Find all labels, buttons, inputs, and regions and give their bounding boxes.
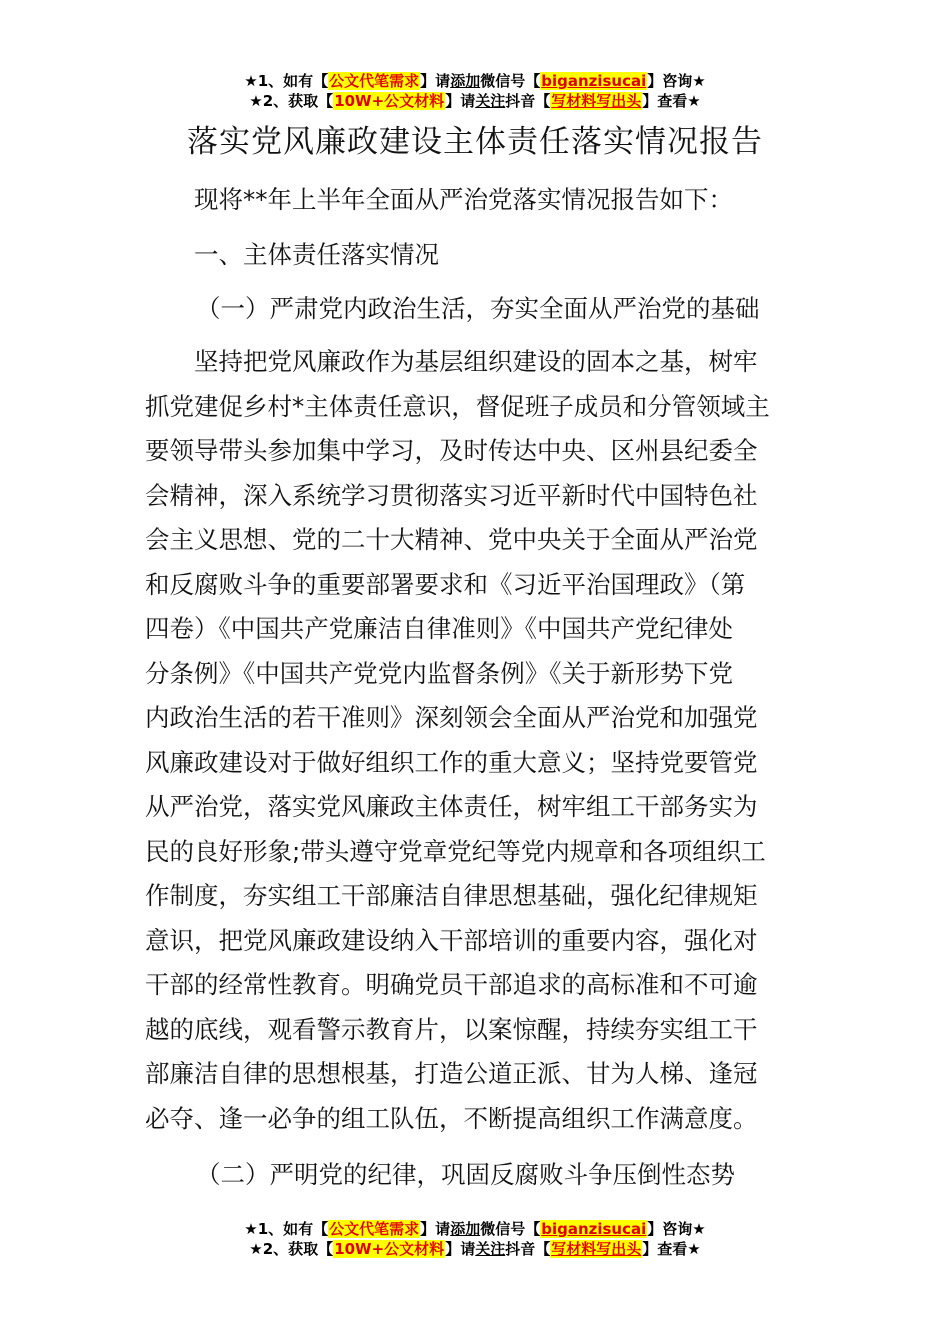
banner-text: 】查看★ (642, 1240, 701, 1258)
body-line: 会精神，深入系统学习贯彻落实习近平新时代中国特色社 (145, 480, 758, 510)
banner-text: 】请 (420, 1220, 451, 1238)
banner-underline: 添加 (450, 72, 481, 90)
banner-text: 】请 (420, 72, 451, 90)
subsection-heading-2: （二）严明党的纪律，巩固反腐败斗争压倒性态势 (196, 1160, 735, 1189)
banner-line-2 (0, 1239, 950, 1259)
body-line: 坚持把党风廉政作为基层组织建设的固本之基，树牢 (194, 347, 758, 376)
banner-line-2 (0, 91, 950, 111)
banner-text: ★1、如有【 (244, 1220, 329, 1238)
banner-text: 】咨询★ (647, 1220, 706, 1238)
banner-underline: 关注 (475, 92, 506, 110)
banner-text: 】请 (445, 1240, 476, 1258)
intro-paragraph: 现将**年上半年全面从严治党落实情况报告如下： (194, 185, 733, 214)
body-line: 四卷）《中国共产党廉洁自律准则》《中国共产党纪律处 (145, 614, 733, 643)
banner-highlight: 10W+公文材料 (334, 92, 445, 110)
body-line: 意识，把党风廉政建设纳入干部培训的重要内容，强化对 (145, 925, 758, 955)
banner-highlight: 10W+公文材料 (334, 1240, 445, 1258)
subsection-heading-1: （一）严肃党内政治生活，夯实全面从严治党的基础 (196, 294, 760, 323)
banner-line-1 (0, 71, 950, 91)
banner-wechat-id: biganzisucai (541, 72, 647, 90)
section-heading-1: 一、主体责任落实情况 (194, 240, 439, 269)
banner-text: ★2、获取【 (249, 92, 334, 110)
body-line: 要领导带头参加集中学习，及时传达中央、区州县纪委全 (145, 436, 758, 465)
banner-text: 微信号【 (480, 72, 541, 90)
banner-underline: 关注 (475, 1240, 506, 1258)
body-line: 部廉洁自律的思想根基，打造公道正派、甘为人梯、逢冠 (145, 1059, 758, 1088)
body-line: 会主义思想、党的二十大精神、党中央关于全面从严治党 (145, 525, 758, 554)
body-line: 抓党建促乡村*主体责任意识，督促班子成员和分管领域主 (145, 391, 770, 421)
banner-wechat-id: biganzisucai (541, 1220, 647, 1238)
body-line: 内政治生活的若干准则》深刻领会全面从严治党和加强党 (145, 703, 758, 732)
banner-text: 微信号【 (480, 1220, 541, 1238)
body-line: 风廉政建设对于做好组织工作的重大意义；坚持党要管党 (145, 747, 758, 777)
banner-text: ★1、如有【 (244, 72, 329, 90)
banner-highlight: 公文代笔需求 (329, 1220, 420, 1238)
body-line: 从严治党，落实党风廉政主体责任，树牢组工干部务实为 (145, 792, 758, 821)
bottom-banner (0, 1219, 950, 1259)
body-line: 分条例》《中国共产党党内监督条例》《关于新形势下党 (145, 658, 733, 688)
body-line: 民的良好形象;带头遵守党章党纪等党内规章和各项组织工 (145, 836, 766, 866)
body-line: 必夺、逢一必争的组工队伍，不断提高组织工作满意度。 (145, 1103, 758, 1133)
banner-text: 抖音【 (505, 92, 551, 110)
banner-douyin-id: 写材料写出头 (551, 1240, 642, 1258)
body-line: 干部的经常性教育。明确党员干部追求的高标准和不可逾 (145, 970, 758, 999)
body-paragraph (145, 340, 807, 1141)
banner-line-1 (0, 1219, 950, 1239)
banner-text: 】咨询★ (647, 72, 706, 90)
banner-text: 】查看★ (642, 92, 701, 110)
top-banner (0, 71, 950, 111)
banner-text: ★2、获取【 (249, 1240, 334, 1258)
body-line: 越的底线，观看警示教育片，以案惊醒，持续夯实组工干 (145, 1014, 758, 1044)
banner-text: 抖音【 (505, 1240, 551, 1258)
document-title: 落实党风廉政建设主体责任落实情况报告 (187, 124, 763, 160)
banner-underline: 添加 (450, 1220, 481, 1238)
body-line: 作制度，夯实组工干部廉洁自律思想基础，强化纪律规矩 (145, 881, 758, 910)
body-line: 和反腐败斗争的重要部署要求和《习近平治国理政》（第 (145, 569, 746, 599)
banner-text: 】请 (445, 92, 476, 110)
banner-highlight: 公文代笔需求 (329, 72, 420, 90)
banner-douyin-id: 写材料写出头 (551, 92, 642, 110)
